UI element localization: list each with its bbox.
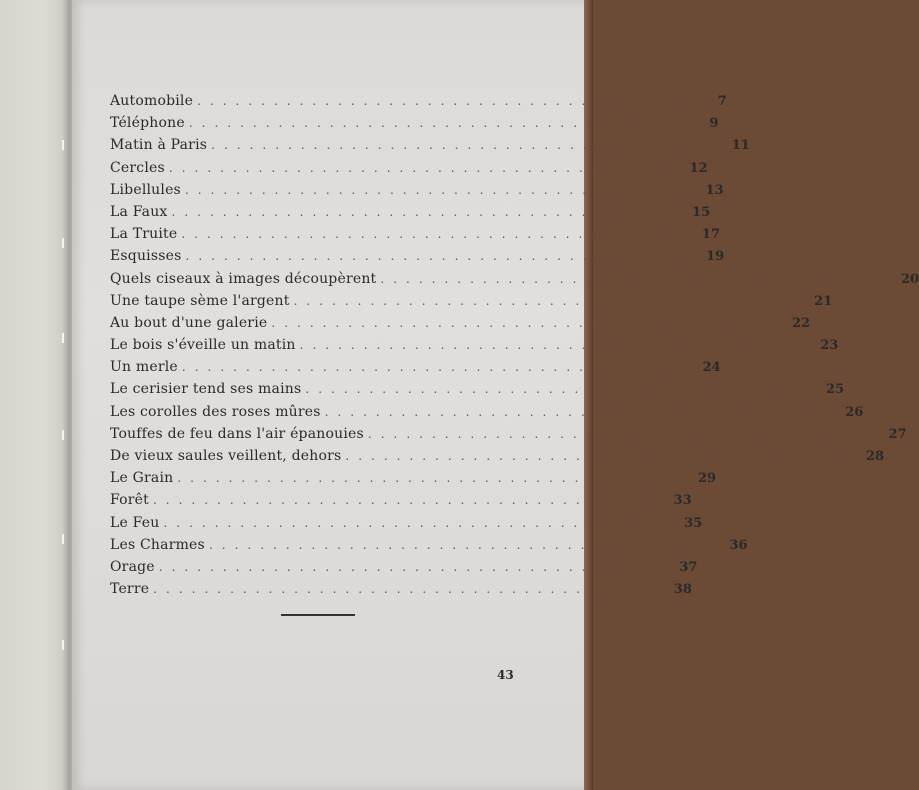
toc-entry bbox=[110, 90, 727, 112]
toc-entry-title: Téléphone bbox=[110, 115, 185, 132]
toc-entry-title: Automobile bbox=[110, 93, 194, 109]
toc-entry-title: Au bout d'une galerie bbox=[110, 314, 268, 331]
dot-leader: ........................................ bbox=[185, 249, 699, 264]
toc-entry bbox=[110, 378, 845, 400]
dot-leader: ........................................ bbox=[171, 204, 685, 219]
dot-leader: ........................................ bbox=[188, 116, 702, 131]
toc-entry-title: Orage bbox=[110, 558, 155, 575]
dot-leader: ........................................ bbox=[324, 404, 838, 419]
toc-entry bbox=[110, 245, 725, 267]
toc-entry-title: Touffes de feu dans l'air épanouies bbox=[110, 425, 364, 442]
toc-entry-page: 23 bbox=[820, 338, 839, 354]
toc-entry-title: Terre bbox=[110, 581, 150, 598]
toc-entry-title: Le cerisier tend ses mains bbox=[110, 381, 302, 398]
toc-entry-title: La Truite bbox=[110, 226, 178, 243]
toc-entry-page: 26 bbox=[845, 404, 864, 420]
toc-entry-page: 7 bbox=[717, 94, 727, 109]
toc-entry-page: 9 bbox=[709, 116, 719, 132]
toc-entry bbox=[110, 312, 811, 334]
toc-entry bbox=[110, 334, 839, 356]
toc-entry-title: Libellules bbox=[110, 181, 181, 198]
toc-entry bbox=[110, 112, 719, 134]
toc-entry bbox=[110, 534, 748, 556]
toc-entry-title: Une taupe sème l'argent bbox=[110, 292, 290, 309]
toc-entry-page: 12 bbox=[689, 160, 708, 176]
toc-entry bbox=[110, 157, 708, 179]
toc-entry bbox=[110, 556, 698, 578]
toc-entry-page: 15 bbox=[692, 204, 711, 220]
binding-stitch bbox=[62, 238, 68, 248]
dot-leader: ........................................ bbox=[345, 449, 858, 463]
toc-entry bbox=[110, 467, 717, 489]
binding-stitch bbox=[62, 140, 68, 150]
dot-leader: ........................................ bbox=[181, 360, 695, 375]
binding-stitch bbox=[62, 430, 68, 440]
dot-leader: ........................................ bbox=[181, 227, 694, 242]
toc-entry bbox=[110, 223, 721, 245]
toc-entry-page: 33 bbox=[673, 493, 692, 509]
toc-entry-page: 19 bbox=[706, 249, 725, 265]
dot-leader: ........................................ bbox=[293, 293, 807, 308]
dot-leader: ........................................ bbox=[305, 382, 818, 397]
dot-leader: ........................................ bbox=[158, 559, 672, 574]
toc-entry-title: De vieux saules veillent, dehors bbox=[110, 448, 342, 464]
binding-stitch bbox=[62, 534, 68, 544]
toc-entry-title: Un merle bbox=[110, 359, 178, 376]
toc-entry-title: Matin à Paris bbox=[110, 137, 208, 154]
toc-entry-page: 17 bbox=[701, 227, 721, 243]
toc-entry-page: 27 bbox=[888, 426, 907, 442]
toc-entry-title: Les Charmes bbox=[110, 536, 205, 553]
toc-entry-title: Quels ciseaux à images découpèrent bbox=[110, 270, 377, 287]
toc-entry-page: 35 bbox=[684, 515, 703, 531]
dot-leader: ........................................ bbox=[208, 537, 722, 552]
toc-entry bbox=[110, 423, 907, 445]
toc-entry-title: Le bois s'éveille un matin bbox=[110, 337, 296, 354]
toc-entry-page: 21 bbox=[814, 293, 833, 309]
dot-leader: ........................................ bbox=[177, 471, 690, 486]
binding-stitch bbox=[62, 640, 68, 650]
dot-leader: ........................................ bbox=[211, 138, 724, 153]
page-number: 43 bbox=[497, 668, 514, 682]
toc-entry-page: 29 bbox=[697, 471, 717, 487]
toc-entry-page: 36 bbox=[729, 537, 748, 553]
dot-leader: ........................................ bbox=[153, 582, 666, 597]
toc-entry bbox=[110, 179, 724, 201]
table-of-contents bbox=[110, 90, 919, 600]
toc-entry bbox=[110, 201, 711, 223]
dot-leader: ........................................ bbox=[367, 426, 881, 441]
toc-entry-page: 20 bbox=[900, 271, 919, 287]
dot-leader: ........................................ bbox=[271, 315, 784, 330]
toc-entry bbox=[110, 290, 833, 312]
toc-entry-page: 38 bbox=[673, 582, 692, 598]
dot-leader: ........................................ bbox=[380, 271, 893, 286]
dot-leader: ........................................ bbox=[197, 94, 710, 108]
toc-entry-title: Les corolles des roses mûres bbox=[110, 403, 321, 420]
dot-leader: ........................................ bbox=[184, 182, 698, 197]
toc-entry-title: Cercles bbox=[110, 159, 165, 176]
dot-leader: ........................................ bbox=[168, 160, 682, 175]
dot-leader: ........................................ bbox=[299, 338, 813, 353]
toc-entry-page: 22 bbox=[791, 315, 811, 331]
toc-entry bbox=[110, 489, 692, 511]
dot-leader: ........................................ bbox=[152, 493, 666, 508]
toc-entry bbox=[110, 356, 721, 378]
toc-entry-page: 37 bbox=[679, 559, 698, 575]
toc-entry bbox=[110, 401, 864, 423]
binding-stitch bbox=[62, 333, 68, 343]
toc-entry-title: Forêt bbox=[110, 492, 149, 509]
toc-entry bbox=[110, 512, 703, 534]
toc-entry bbox=[110, 578, 692, 600]
toc-entry-page: 13 bbox=[705, 182, 724, 198]
toc-entry bbox=[110, 134, 750, 156]
toc-entry-page: 28 bbox=[865, 449, 885, 464]
toc-entry-title: Esquisses bbox=[110, 248, 182, 265]
toc-entry bbox=[110, 445, 885, 467]
toc-entry-title: La Faux bbox=[110, 203, 168, 220]
toc-entry-page: 24 bbox=[702, 360, 721, 376]
toc-entry-page: 11 bbox=[731, 138, 750, 154]
closing-rule bbox=[281, 614, 355, 616]
toc-entry-title: Le Grain bbox=[110, 470, 174, 487]
toc-entry bbox=[110, 268, 919, 290]
dot-leader: ........................................ bbox=[163, 515, 677, 530]
toc-entry-title: Le Feu bbox=[110, 514, 160, 531]
toc-entry-page: 25 bbox=[825, 382, 845, 398]
